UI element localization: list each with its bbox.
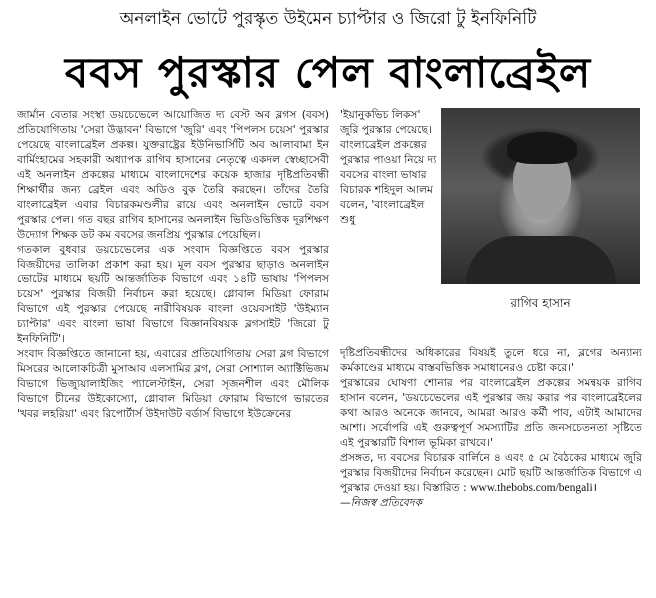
paragraph-r3 (340, 451, 642, 496)
portrait-photo (441, 108, 640, 284)
website-link[interactable]: www.thebobs.com/bengali। (470, 481, 598, 494)
article-kicker: অনলাইন ভোটে পুরস্কৃত উইমেন চ্যাপ্টার ও জিরো টু ইনফিনিটি (119, 9, 537, 29)
paragraph-r1: দৃষ্টিপ্রতিবন্ধীদের অধিকারের বিষয়ই তুলে ধরে না, ব্লগের অন্যান্য কর্মকাণ্ডের মাধ্যমে বাস্তবভিত্তিক সমাধানেরও চেষ্টা করে।' (340, 346, 642, 374)
article-column-left (17, 108, 329, 593)
paragraph-2: গতকাল বুধবার ডয়চেভেলের এক সংবাদ বিজ্ঞপ্তিতে ববস পুরস্কার বিজয়ীদের তালিকা প্রকাশ করা হয়। মূল ববস পুরস্কার ছাড়াও অনলাইন ভোটের মাধ্যমে ছয়টি আন্তর্জাতিক বিভাগে এবং ১৪টি ভাষায় 'পিপলস চয়েস' পুরস্কার বিজয়ী নির্বাচন করা হয়েছে। গ্লোবাল মিডিয়া ফোরাম বিভাগে এই পুরস্কার পেয়েছে নারীবিষয়ক বাংলা ওয়েবসাইট 'উইম্যান চ্যাপ্টার' এবং বাংলা ভাষা বিভাগে বিজ্ঞানবিষয়ক ব্লগসাইট 'জিরো টু ইনফিনিটি'। (17, 242, 329, 346)
paragraph-r2: পুরস্কারের ঘোষণা শোনার পর বাংলাব্রেইল প্রকল্পের সমন্বয়ক রাগিব হাসান বলেন, 'ডয়চেভেলের এই পুরস্কার জয় করার পর বাংলাব্রেইলের কথা আরও অনেকে জানবে, আমরা আরও কর্মী পাব, এটাই আমাদের আশা। সর্বোপরি এই গুরুত্বপূর্ণ সমস্যাটির প্রতি জনসচেতনতা সৃষ্টিতে এই পুরস্কারটি বিশাল ভূমিকা রাখবে।' (340, 375, 642, 449)
paragraph-r3-text: প্রসঙ্গত, দ্য ববসের বিচারক বার্লিনে ৪ এবং ৫ মে বৈঠকের মাধ্যমে জুরি পুরস্কার বিজয়ীদের নির্বাচন করেছেন। মোট ছয়টি আন্তর্জাতিক বিভাগে এ পুরস্কার দেওয়া হয়। বিস্তারিত : (340, 450, 642, 494)
article-headline: ববস পুরস্কার পেল বাংলাব্রেইল (64, 48, 592, 97)
photo-shirt (466, 236, 616, 284)
article-column-middle (340, 108, 438, 346)
article-column-right (340, 346, 642, 596)
paragraph-3: সংবাদ বিজ্ঞপ্তিতে জানানো হয়, এবারের প্রতিযোগিতায় সেরা ব্লগ বিভাগে মিসরের আলোকচিত্রী মুসাআব এলসামির ব্লগ, সেরা সোশ্যাল অ্যাক্টিভিজম বিভাগে ভিজ্যুয়ালাইজিং প্যালেস্টাইন, সেরা সৃজনশীল এবং মৌলিক বিভাগে চীনের উইকোস্যো, গ্লোবাল মিডিয়া ফোরাম বিভাগে ভারতের 'খবর লহরিয়া' এবং রিপোর্টার্স উইদাউট বর্ডার্স বিভাগে ইউক্রেনের (17, 347, 329, 421)
photo-caption: রাগিব হাসান (510, 296, 571, 310)
byline: —নিজস্ব প্রতিবেদক (340, 495, 422, 509)
photo-hair (507, 132, 577, 164)
paragraph-1: জার্মান বেতার সংস্থা ডয়চেভেলে আয়োজিত দ্য বেস্ট অব ব্লগস (ববস) প্রতিযোগিতায় 'সেরা উদ্ভাবন' বিভাগে 'জুরি' এবং 'পিপলস চয়েস' পুরস্কার পেয়েছে বাংলাব্রেইল প্রকল্প। যুক্তরাষ্ট্রের ইউনিভার্সিটি অব আলাবামা ইন বার্মিংহামের সহকারী অধ্যাপক রাগিব হাসানের নেতৃত্বে একদল স্বেচ্ছাসেবী এই অনলাইন প্রকল্পের মাধ্যমে বাংলাদেশের কয়েক হাজার দৃষ্টিপ্রতিবন্ধী শিক্ষার্থীর জন্য ব্রেইল এবং অডিও বুক তৈরি করছেন। তাঁদের তৈরি বাংলাব্রেইল এবার বিচারকমণ্ডলীর রায়ে এবং অনলাইন ভোটে ববস পুরস্কার পেল। গত বছর রাগিব হাসানের অনলাইন ভিডিওভিত্তিক দূরশিক্ষণ উদ্যোগ শিক্ষক ডট কম ববসের জনপ্রিয় পুরস্কার পেয়েছিল। (17, 108, 329, 241)
paragraph-mid: 'ইয়ানুকভিচ লিকস' জুরি পুরস্কার পেয়েছে। বাংলাব্রেইল প্রকল্পের পুরস্কার পাওয়া নিয়ে দ্য ববসের বাংলা ভাষার বিচারক শহিদুল আলম বলেন, 'বাংলাব্রেইল শুধু (340, 108, 437, 226)
